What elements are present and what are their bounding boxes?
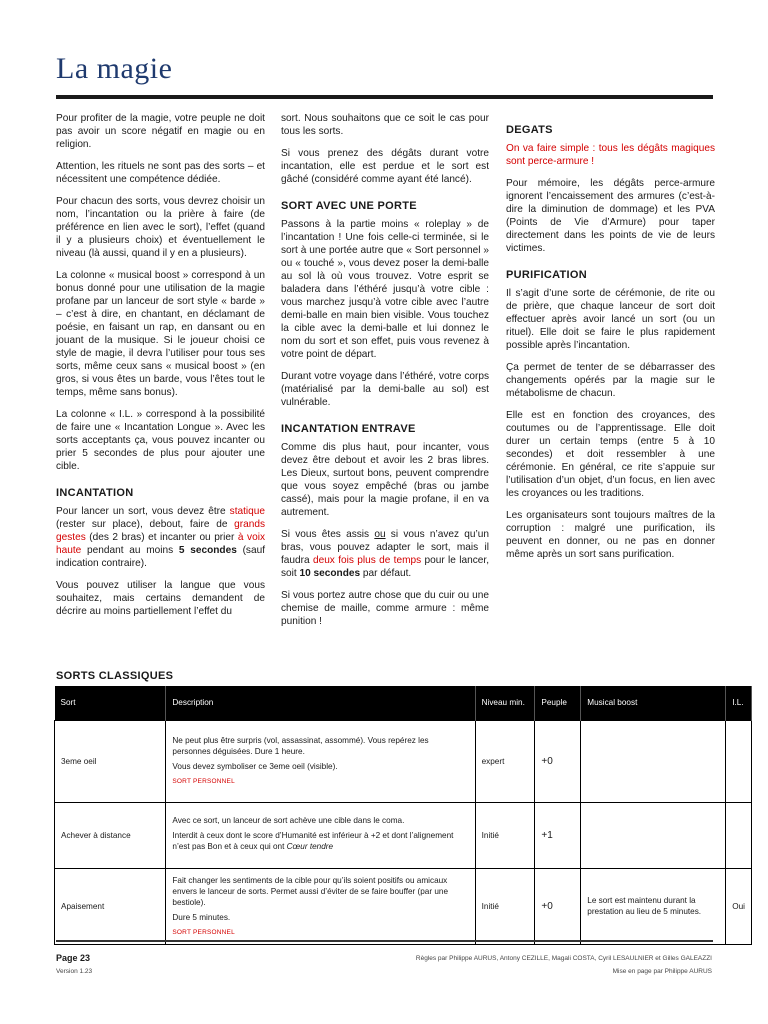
section-title-incantation: INCANTATION (56, 487, 134, 499)
paragraph: Il s’agit d’une sorte de cérémonie, de rite ou de prière, que chaque lanceur de sort doit effectuer après avoir lancé un sort (ou un rituel). Elle doit se faire le plus rapidement possible après l’incantation. (506, 288, 715, 351)
paragraph-entrave: Si vous êtes assis ou si vous n’avez qu’un bras, vous pouvez adapter le sort, mais il faudra deux fois plus de temps pour le lancer, soit 10 secondes par défaut. (281, 529, 489, 579)
tag-sort-personnel: SORT PERSONNEL (172, 928, 235, 936)
paragraph: Attention, les rituels ne sont pas des sorts – et nécessitent une compétence dédiée. (56, 161, 265, 185)
cell-musical (581, 720, 726, 802)
cell-il (726, 720, 752, 802)
paragraph: Passons à la partie moins « roleplay » de l’incantation ! Une fois celle-ci terminée, si le sort à une portée autre que « Sort personnel » ou « touché », vous devez poser la demi-balle au sol là où vous trouvez. Votre esprit se baladera dans l’éthéré jusqu’à votre cible : vous marchez jusqu’à votre cible avec l’autre demi-balle en main bien visible. Vous touchez la cible avec la demi-balle et lui donnez le nom du sort et son effet, puis vous revenez à votre point de départ. (281, 219, 489, 360)
paragraph: Elle est en fonction des croyances, des coutumes ou de l’apprentissage. Elle doit durer un certain temps (entre 5 à 10 secondes) et doit ressembler à une cérémonie. En général, ce rite s’appuie sur l’utilisation d’un objet, d’un focus, en lien avec les croyances ou les traditions. (506, 410, 715, 499)
credits: Règles par Philippe AURUS, Antony CEZILLE, Magali COSTA, Cyril LESAULNIER et Gilles GALEAZZI (415, 955, 712, 962)
cell-sort: 3eme oeil (55, 720, 166, 802)
column-1 (56, 112, 265, 627)
header-peuple: Peuple (535, 686, 581, 720)
paragraph: La colonne « musical boost » correspond à un bonus donné pour une utilisation de la magie profane par un lanceur de sort style « barde » – c’est à dire, en chantant, en déclamant de poésie, en faisant un rap, en dansant ou en jouant de la musique. Si le joueur choisi ce style de magie, il devra l’utiliser pour tous ses sorts, même ceux sans « musical boost » (en gros, si vous êtes un barde, vous l’êtes tout le temps, même sans bonus). (56, 270, 265, 398)
paragraph: Ça permet de tenter de se débarrasser des changements opérés par la magie sur le métabolisme de chacun. (506, 362, 715, 399)
degats-warning: On va faire simple : tous les dégâts magiques sont perce-armure ! (506, 143, 715, 167)
paragraph: Les organisateurs sont toujours maîtres de la corruption : malgré une purification, ils peuvent en donner, ou ne pas en donner même après un sort sans purification. (506, 510, 715, 560)
section-title-incantation-entrave: INCANTATION ENTRAVE (281, 423, 416, 435)
table-row (55, 720, 752, 802)
tag-sort-personnel: SORT PERSONNEL (172, 778, 235, 785)
paragraph: Durant votre voyage dans l’éthéré, votre corps (matérialisé par la demi-balle au sol) est vulnérable. (281, 371, 489, 408)
cell-peuple: +1 (535, 802, 581, 868)
section-title-sort-porte: SORT AVEC UNE PORTE (281, 200, 417, 212)
cell-il (726, 802, 752, 868)
paragraph: Vous pouvez utiliser la langue que vous souhaitez, mais certains demandent de décrire au moins partiellement l’effet du (56, 580, 265, 617)
table-title: SORTS CLASSIQUES (56, 670, 174, 682)
table-row (55, 802, 752, 868)
cell-sort: Achever à distance (55, 802, 166, 868)
paragraph: Si vous portez autre chose que du cuir ou une chemise de maille, comme armure : même punition ! (281, 590, 489, 627)
page-number: Page 23 (56, 953, 91, 963)
section-title-degats: DEGATS (506, 124, 553, 136)
header-musical-boost: Musical boost (581, 686, 726, 720)
cell-description: Fait changer les sentiments de la cible pour qu’ils soient positifs ou amicaux envers le lanceur de sorts. Permet aussi d’éviter de se faire bouffer (par une bestiole). Dure 5 minutes. SORT PERSONNEL (166, 868, 475, 944)
cell-peuple: +0 (535, 720, 581, 802)
paragraph: Pour profiter de la magie, votre peuple ne doit pas avoir un score négatif en magie ou en religion. (56, 113, 265, 150)
cell-description: Avec ce sort, un lanceur de sort achève une cible dans le coma. Interdit à ceux dont le score d’Humanité est inférieur à +2 et dont l’alignement n’est pas Bon et à ceux qui ont Cœur tendre (166, 802, 475, 868)
cell-peuple: +0 (535, 868, 581, 944)
table-header-row (55, 686, 752, 720)
cell-musical: Le sort est maintenu durant la prestation au lieu de 5 minutes. (581, 868, 726, 944)
paragraph: La colonne « I.L. » correspond à la possibilité de faire une « Incantation Longue ». Avec les sorts acceptants ça, vous pouvez incanter ou prier 5 secondes de plus pour ajouter une cible. (56, 409, 265, 472)
layout-credits: Mise en page par Philippe AURUS (612, 968, 712, 975)
paragraph: Pour chacun des sorts, vous devrez choisir un nom, l’incantation ou la prière à faire (de préférence en lien avec le sort), l’effet (quand il y a plusieurs choix) et éventuellement le niveau (là aussi, quand il y en a plusieurs). (56, 196, 265, 259)
column-2 (281, 112, 489, 637)
title-rule (56, 95, 713, 99)
cell-niveau: expert (475, 720, 535, 802)
spells-table (54, 686, 752, 945)
header-il: I.L. (726, 686, 752, 720)
header-description: Description (166, 686, 475, 720)
cell-niveau: Initié (475, 868, 535, 944)
page-title: La magie (56, 52, 173, 85)
paragraph: Pour mémoire, les dégâts perce-armure ignorent l’encaissement des armures (c’est-à-dire la diminution de dommage) et les PVA (Points de Vie d’Armure) pour taper directement dans les points de vie de leurs victimes. (506, 178, 715, 254)
paragraph: sort. Nous souhaitons que ce soit le cas pour tous les sorts. (281, 113, 489, 137)
cell-niveau: Initié (475, 802, 535, 868)
cell-sort: Apaisement (55, 868, 166, 944)
paragraph: Comme dis plus haut, pour incanter, vous devez être debout et avoir les 2 bras libres. Les Dieux, surtout bons, peuvent comprendre que vous soyez empêché (bras ou jambe cassé), mais pour la magie profane, il en va autrement. (281, 442, 489, 518)
paragraph: Si vous prenez des dégâts durant votre incantation, elle est perdue et le sort est gâché (considéré comme ayant été lancé). (281, 148, 489, 185)
paragraph-incantation: Pour lancer un sort, vous devez être statique (rester sur place), debout, faire de grands gestes (des 2 bras) et incanter ou prier à voix haute pendant au moins 5 secondes (sauf indication contraire). (56, 506, 266, 569)
column-3 (506, 112, 715, 570)
header-niveau: Niveau min. (475, 686, 535, 720)
cell-musical (581, 802, 726, 868)
version: Version 1.23 (56, 968, 93, 975)
table-row (55, 868, 752, 944)
header-sort: Sort (55, 686, 166, 720)
section-title-purification: PURIFICATION (506, 269, 588, 281)
footer-rule (56, 940, 713, 942)
cell-il: Oui (726, 868, 752, 944)
cell-description: Ne peut plus être surpris (vol, assassinat, assommé). Vous repérez les personnes déguisées. Dure 1 heure. Vous devez symboliser ce 3eme oeil (visible). SORT PERSONNEL (166, 720, 475, 802)
